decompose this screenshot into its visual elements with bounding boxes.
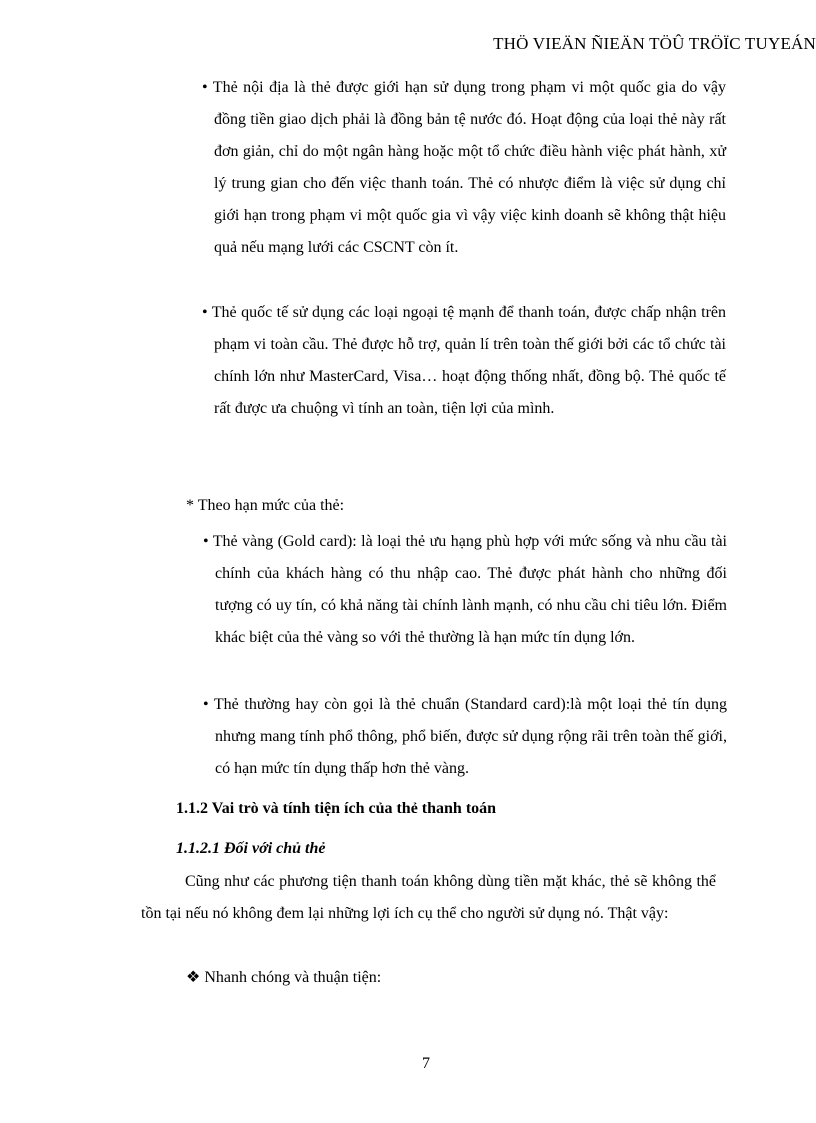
heading-roles-utilities: 1.1.2 Vai trò và tính tiện ích của thẻ thanh toán: [176, 800, 497, 817]
list-item-text: Nhanh chóng và thuận tiện:: [204, 969, 382, 986]
bullet-gold-card: • Thẻ vàng (Gold card): là loại thẻ ưu hạng phù hợp với mức sống và nhu cầu tài chính của khách hàng có thu nhập cao. Thẻ được phát hành cho những đối tượng có uy tín, có khả năng tài chính lành mạnh, có nhu cầu chi tiêu lớn. Điểm khác biệt của thẻ vàng so với thẻ thường là hạn mức tín dụng lớn.: [203, 533, 727, 646]
bullet-standard-card: • Thẻ thường hay còn gọi là thẻ chuẩn (Standard card):là một loại thẻ tín dụng nhưng mang tính phổ thông, phổ biến, được sử dụng rộng rãi trên toàn thế giới, có hạn mức tín dụng thấp hơn thẻ vàng.: [203, 696, 727, 777]
body-paragraph: Cũng như các phương tiện thanh toán không dùng tiền mặt khác, thẻ sẽ không thể tồn tại nếu nó không đem lại những lợi ích cụ thể cho người sử dụng nó. Thật vậy:: [141, 873, 716, 922]
bullet-international-card: • Thẻ quốc tế sử dụng các loại ngoại tệ mạnh để thanh toán, được chấp nhận trên phạm vi toàn cầu. Thẻ được hỗ trợ, quản lí trên toàn thế giới bởi các tổ chức tài chính lớn như MasterCard, Visa… hoạt động thống nhất, đồng bộ. Thẻ quốc tế rất được ưa chuộng vì tính an toàn, tiện lợi của mình.: [202, 304, 726, 417]
diamond-bullet-icon: ❖: [186, 969, 201, 986]
running-header: THÖ VIEÄN ÑIEÄN TÖÛ TRÖÏC TUYEÁN: [493, 34, 816, 53]
list-item-fast-convenient: [186, 967, 381, 987]
section-label-limit: * Theo hạn mức của thẻ:: [186, 497, 345, 514]
heading-for-cardholders: 1.1.2.1 Đối với chủ thẻ: [176, 840, 326, 857]
bullet-domestic-card: • Thẻ nội địa là thẻ được giới hạn sử dụng trong phạm vi một quốc gia do vậy đồng tiền giao dịch phải là đồng bản tệ nước đó. Hoạt động của loại thẻ này rất đơn giản, chỉ do một ngân hàng hoặc một tổ chức điều hành việc phát hành, xử lý trung gian cho đến việc thanh toán. Thẻ có nhược điểm là việc sử dụng chỉ giới hạn trong phạm vi một quốc gia vì vậy việc kinh doanh sẽ không thật hiệu quả nếu mạng lưới các CSCNT còn ít.: [202, 79, 726, 256]
page-number: 7: [422, 1055, 430, 1072]
